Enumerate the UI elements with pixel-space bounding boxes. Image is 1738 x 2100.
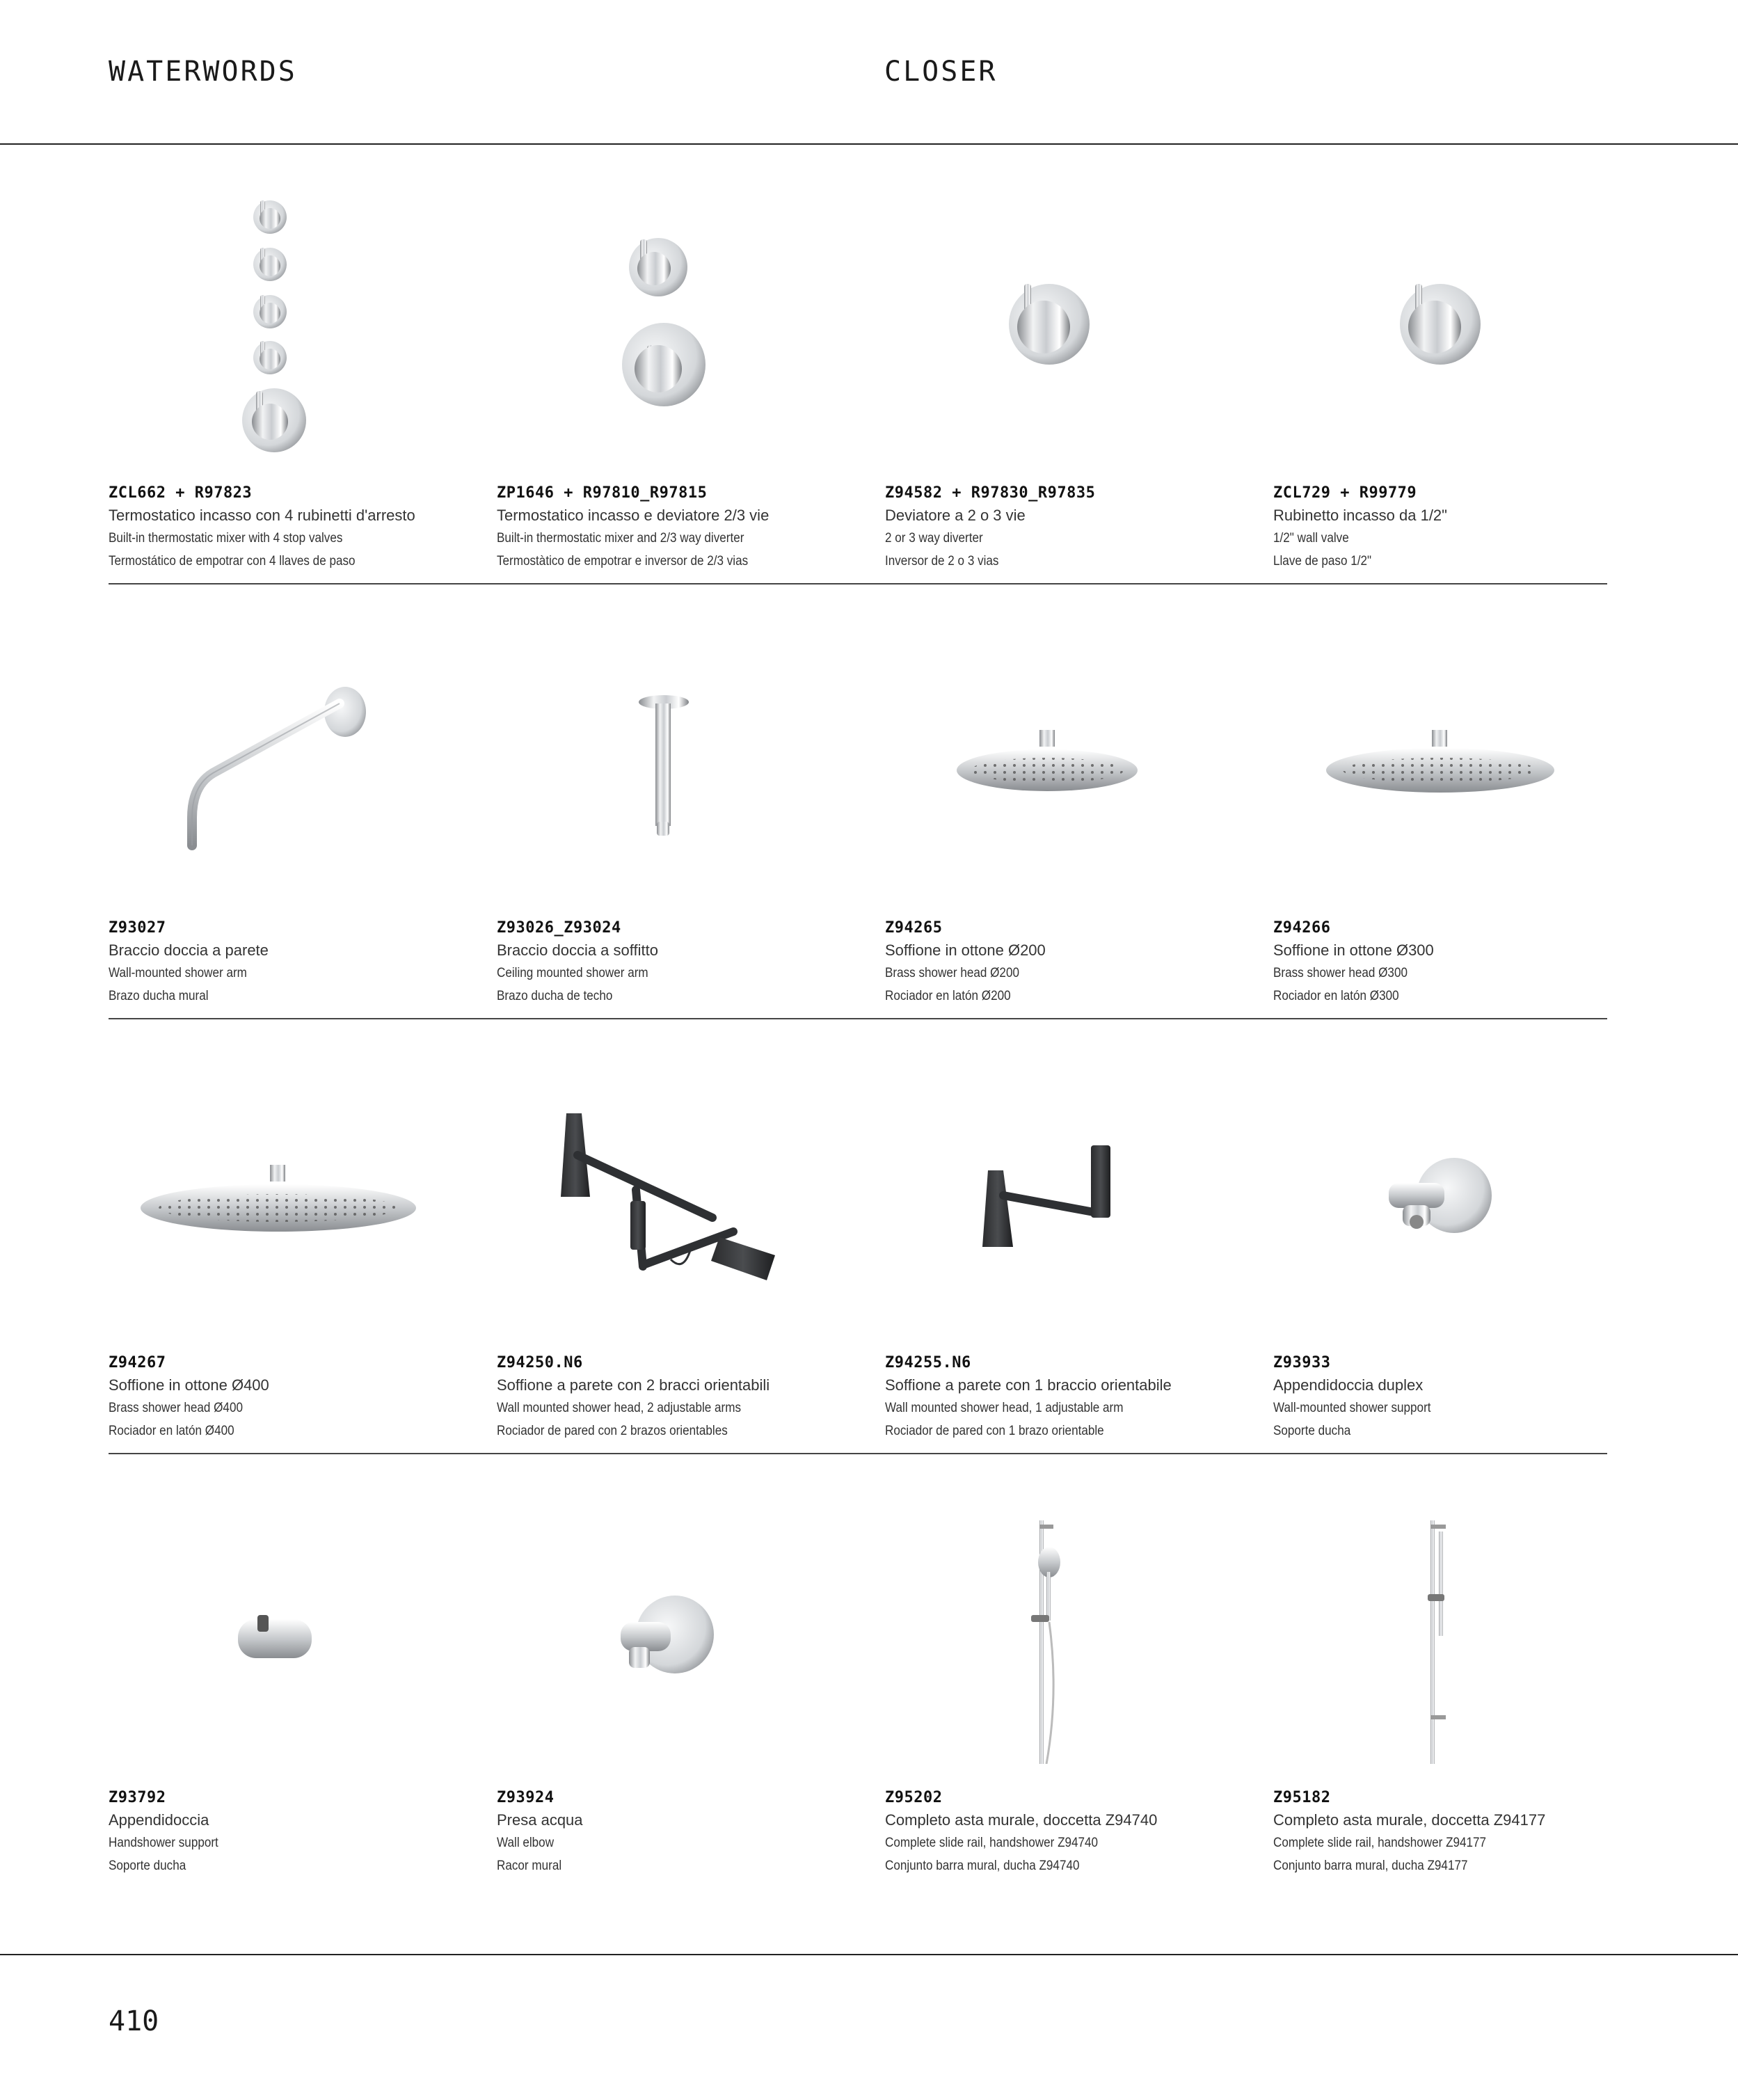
product-image xyxy=(885,616,1261,894)
product-code: Z93792 xyxy=(109,1789,166,1806)
product-code: ZP1646 + R97810_R97815 xyxy=(497,484,708,502)
product-image xyxy=(885,1486,1261,1764)
product-name-es: Rociador de pared con 2 brazos orientables xyxy=(497,1424,728,1438)
product-image xyxy=(1273,181,1649,459)
product-name-es: Inversor de 2 o 3 vias xyxy=(885,554,999,568)
shower-head-300-icon xyxy=(1273,616,1649,894)
product-name-en: Complete slide rail, handshower Z94177 xyxy=(1273,1836,1487,1850)
shower-head-200-icon xyxy=(885,616,1261,894)
product-name-it: Soffione in ottone Ø200 xyxy=(885,941,1046,959)
product-name-it: Soffione in ottone Ø400 xyxy=(109,1376,269,1394)
product-name-es: Racor mural xyxy=(497,1859,562,1873)
product-image xyxy=(497,1051,872,1329)
product-name-en: Brass shower head Ø200 xyxy=(885,966,1019,980)
product-name-es: Termostàtico de empotrar e inversor de 2/3 vias xyxy=(497,554,749,568)
product-name-es: Conjunto barra mural, ducha Z94740 xyxy=(885,1859,1080,1873)
product-name-es: Rociador de pared con 1 brazo orientable xyxy=(885,1424,1104,1438)
thermostatic-mixer-diverter-icon xyxy=(497,181,872,459)
product-name-en: 1/2" wall valve xyxy=(1273,531,1349,546)
product-code: Z95182 xyxy=(1273,1789,1331,1806)
product-name-es: Rociador en latón Ø300 xyxy=(1273,989,1399,1003)
product-code: Z94265 xyxy=(885,919,943,937)
product-code: Z94250.N6 xyxy=(497,1354,583,1371)
diverter-valve-icon xyxy=(885,181,1261,459)
product-name-it: Soffione a parete con 1 braccio orientabile xyxy=(885,1376,1172,1394)
product-code: Z94266 xyxy=(1273,919,1331,937)
wall-shower-arm-icon xyxy=(109,616,484,894)
product-name-en: Ceiling mounted shower arm xyxy=(497,966,648,980)
wall-shower-two-arms-icon xyxy=(497,1051,872,1329)
duplex-shower-support-icon xyxy=(1273,1051,1649,1329)
wall-valve-icon xyxy=(1273,181,1649,459)
product-name-en: Wall mounted shower head, 1 adjustable arm xyxy=(885,1401,1124,1415)
product-image xyxy=(1273,1051,1649,1329)
product-image xyxy=(497,181,872,459)
product-name-es: Soporte ducha xyxy=(1273,1424,1351,1438)
footer-divider xyxy=(0,1954,1738,1955)
product-code: Z93026_Z93024 xyxy=(497,919,621,937)
product-code: Z93933 xyxy=(1273,1354,1331,1371)
product-name-it: Termostatico incasso con 4 rubinetti d'arresto xyxy=(109,507,415,524)
product-name-es: Brazo ducha mural xyxy=(109,989,209,1003)
product-name-en: Brass shower head Ø300 xyxy=(1273,966,1408,980)
ceiling-shower-arm-icon xyxy=(497,616,872,894)
header-divider xyxy=(0,143,1738,145)
product-name-it: Termostatico incasso e deviatore 2/3 vie xyxy=(497,507,770,524)
page-number: 410 xyxy=(109,2005,159,2037)
product-name-it: Braccio doccia a soffitto xyxy=(497,941,658,959)
product-image xyxy=(497,1486,872,1764)
product-name-en: Wall-mounted shower arm xyxy=(109,966,247,980)
shower-head-400-icon xyxy=(109,1051,484,1329)
thermostatic-mixer-4-valves-icon xyxy=(109,181,484,459)
product-image xyxy=(1273,1486,1649,1764)
row-divider xyxy=(109,1453,1607,1454)
product-name-es: Soporte ducha xyxy=(109,1859,186,1873)
product-name-it: Braccio doccia a parete xyxy=(109,941,269,959)
product-name-en: Wall mounted shower head, 2 adjustable arms xyxy=(497,1401,742,1415)
product-code: ZCL662 + R97823 xyxy=(109,484,253,502)
product-name-es: Rociador en latón Ø200 xyxy=(885,989,1011,1003)
product-code: Z94255.N6 xyxy=(885,1354,971,1371)
product-code: Z94267 xyxy=(109,1354,166,1371)
product-name-es: Termostático de empotrar con 4 llaves de paso xyxy=(109,554,356,568)
header-collection: CLOSER xyxy=(884,56,998,88)
product-name-en: Wall elbow xyxy=(497,1836,555,1850)
product-name-it: Presa acqua xyxy=(497,1811,583,1829)
product-name-it: Rubinetto incasso da 1/2" xyxy=(1273,507,1447,524)
product-name-it: Appendidoccia xyxy=(109,1811,209,1829)
product-name-en: Handshower support xyxy=(109,1836,218,1850)
product-image xyxy=(109,181,484,459)
row-divider xyxy=(109,583,1607,584)
header-brand: WATERWORDS xyxy=(109,56,297,88)
product-name-es: Rociador en latón Ø400 xyxy=(109,1424,234,1438)
product-name-it: Completo asta murale, doccetta Z94177 xyxy=(1273,1811,1546,1829)
slide-rail-z94177-icon xyxy=(1273,1486,1649,1764)
product-image xyxy=(1273,616,1649,894)
product-name-en: Brass shower head Ø400 xyxy=(109,1401,243,1415)
product-name-en: Built-in thermostatic mixer and 2/3 way diverter xyxy=(497,531,744,546)
product-code: ZCL729 + R99779 xyxy=(1273,484,1417,502)
product-name-it: Soffione in ottone Ø300 xyxy=(1273,941,1434,959)
product-image xyxy=(885,1051,1261,1329)
product-code: Z93924 xyxy=(497,1789,555,1806)
product-name-en: Complete slide rail, handshower Z94740 xyxy=(885,1836,1099,1850)
product-name-it: Soffione a parete con 2 bracci orientabili xyxy=(497,1376,770,1394)
product-name-es: Llave de paso 1/2" xyxy=(1273,554,1372,568)
product-image xyxy=(497,616,872,894)
product-name-en: Built-in thermostatic mixer with 4 stop valves xyxy=(109,531,343,546)
wall-shower-one-arm-icon xyxy=(885,1051,1261,1329)
wall-elbow-icon xyxy=(497,1486,872,1764)
product-name-es: Conjunto barra mural, ducha Z94177 xyxy=(1273,1859,1468,1873)
product-name-it: Completo asta murale, doccetta Z94740 xyxy=(885,1811,1158,1829)
product-image xyxy=(109,1051,484,1329)
product-code: Z93027 xyxy=(109,919,166,937)
product-name-en: 2 or 3 way diverter xyxy=(885,531,983,546)
product-code: Z95202 xyxy=(885,1789,943,1806)
product-name-it: Deviatore a 2 o 3 vie xyxy=(885,507,1026,524)
row-divider xyxy=(109,1018,1607,1019)
product-image xyxy=(109,616,484,894)
handshower-support-icon xyxy=(109,1486,484,1764)
slide-rail-z94740-icon xyxy=(885,1486,1261,1764)
product-code: Z94582 + R97830_R97835 xyxy=(885,484,1096,502)
product-name-en: Wall-mounted shower support xyxy=(1273,1401,1431,1415)
product-name-es: Brazo ducha de techo xyxy=(497,989,613,1003)
product-name-it: Appendidoccia duplex xyxy=(1273,1376,1424,1394)
product-image xyxy=(885,181,1261,459)
product-image xyxy=(109,1486,484,1764)
